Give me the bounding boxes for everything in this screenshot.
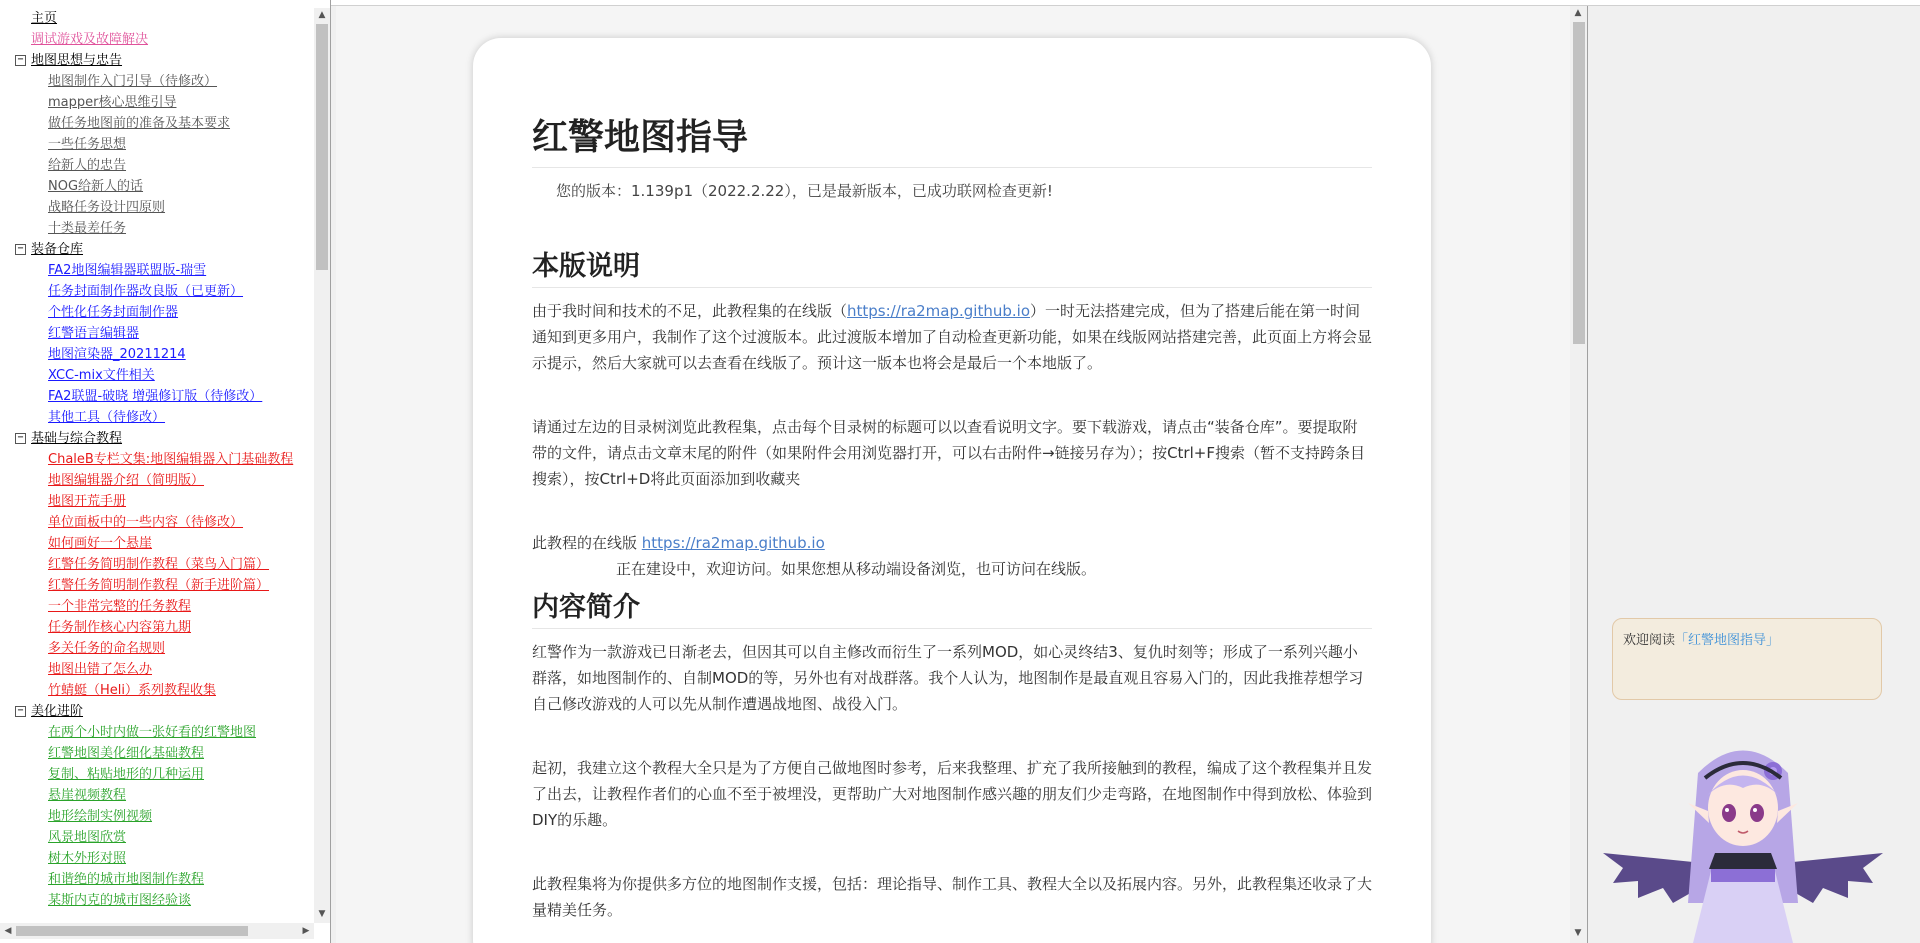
tree-folder[interactable] [0, 239, 314, 260]
tree-leaf-item[interactable]: 竹蜻蜓（Heli）系列教程收集 [48, 683, 216, 698]
paragraph-online-construction: 正在建设中，欢迎访问。如果您想从移动端设备浏览，也可访问在线版。 [616, 560, 1097, 578]
tree-leaf-item[interactable]: 红警任务简明制作教程（菜鸟入门篇） [48, 557, 270, 572]
tree-horizontal-scrollbar[interactable] [0, 923, 314, 939]
version-status: 您的版本：1.139p1（2022.2.22），已是最新版本，已成功联网检查更新! [556, 182, 1053, 200]
p1-text-end: ）一时无法搭建完成，但为了搭建后能在第一时间通知到更多用户，我制作了这个过渡版本。此过渡版本增加了自动检查更新功能，如果在线版网站搭建完善，此页面上方将会显示提示，然后大家就可以去查看在线版了。预计这一版本也将会是最后一个本地版了。 [532, 302, 1373, 372]
tree-folder[interactable] [0, 50, 314, 71]
tree-folder[interactable] [0, 428, 314, 449]
paragraph-version-notes [532, 298, 1372, 376]
paragraph-online-version [532, 530, 1372, 556]
tree-leaf-item[interactable]: 地图制作入门引导（待修改） [48, 74, 218, 89]
tree-leaf-item[interactable]: NOG给新人的话 [48, 179, 144, 194]
content-vertical-scrollbar[interactable] [1570, 6, 1587, 943]
tree-leaf-item[interactable]: 地形绘制实例视频 [48, 809, 153, 824]
tree-leaf-item[interactable]: 某斯内克的城市图经验谈 [48, 893, 192, 908]
tree-leaf-item[interactable]: 红警语言编辑器 [48, 326, 140, 341]
tree-leaf-item[interactable]: FA2地图编辑器联盟版-瑞雪 [48, 263, 207, 278]
tree-leaf-item[interactable]: 十类最差任务 [48, 221, 127, 236]
tree-leaf-item[interactable]: 和谐绝的城市地图制作教程 [48, 872, 205, 887]
welcome-prefix: 欢迎阅读 [1623, 633, 1676, 648]
tree-leaf-item[interactable]: 做任务地图前的准备及基本要求 [48, 116, 231, 131]
tree-leaf-item[interactable]: 树木外形对照 [48, 851, 127, 866]
tree-leaf-item[interactable]: 多关任务的命名规则 [48, 641, 166, 656]
tree-root-item[interactable]: 调试游戏及故障解决 [31, 32, 149, 47]
tree-leaf-item[interactable]: 地图出错了怎么办 [48, 662, 153, 677]
online-version-link-2[interactable]: https://ra2map.github.io [641, 534, 825, 552]
tree-folder-label[interactable]: 装备仓库 [31, 242, 84, 257]
p3-text-start: 此教程的在线版 [532, 534, 642, 552]
tree-scroll-up-icon[interactable]: ▲ [318, 10, 326, 20]
welcome-bubble [1612, 618, 1882, 700]
section-title-intro: 内容简介 [532, 588, 1372, 629]
tree-leaf-item[interactable]: 一个非常完整的任务教程 [48, 599, 192, 614]
tree-leaf-item[interactable]: 个性化任务封面制作器 [48, 305, 179, 320]
tree-leaf-item[interactable]: 地图渲染器_20211214 [48, 347, 186, 362]
tree-leaf-item[interactable]: 风景地图欣赏 [48, 830, 127, 845]
tree-scroll-left-icon[interactable]: ◀ [4, 926, 12, 936]
tree-pane [0, 0, 331, 943]
tree-leaf-item[interactable]: mapper核心思维引导 [48, 95, 177, 110]
tree-leaf-item[interactable]: 地图编辑器介绍（简明版） [48, 473, 205, 488]
tree-leaf-item[interactable]: 地图开荒手册 [48, 494, 127, 509]
tree-root-item[interactable]: 主页 [31, 11, 58, 26]
tree-leaf-item[interactable]: 一些任务思想 [48, 137, 127, 152]
collapse-toggle-icon[interactable]: − [15, 244, 26, 255]
collapse-toggle-icon[interactable]: − [15, 433, 26, 444]
assistant-pane [1587, 6, 1920, 943]
tree-hscroll-thumb[interactable] [16, 926, 248, 936]
tree-leaf-item[interactable]: 红警任务简明制作教程（新手进阶篇） [48, 578, 270, 593]
tree-scroll-down-icon[interactable]: ▼ [318, 909, 326, 919]
p1-text-start: 由于我时间和技术的不足，此教程集的在线版（ [532, 302, 848, 320]
tree-vertical-scrollbar[interactable] [314, 8, 330, 923]
tree-leaf-item[interactable]: 复制、粘贴地形的几种运用 [48, 767, 205, 782]
paragraph-intro-2: 起初，我建立这个教程大全只是为了方便自己做地图时参考，后来我整理、扩充了我所接触到的教程，编成了这个教程集并且发了出去，让教程作者们的心血不至于被埋没，更帮助广大对地图制作感兴趣的朋友们少走弯路，在地图制作中得到放松、体验到DIY的乐趣。 [532, 759, 1373, 829]
tree-leaf-item[interactable]: XCC-mix文件相关 [48, 368, 155, 383]
welcome-title-highlight: 「红警地图指导」 [1675, 633, 1780, 648]
content-scroll-up-icon[interactable]: ▲ [1574, 8, 1582, 18]
tree-scroll-right-icon[interactable]: ▶ [302, 926, 310, 936]
tree-leaf-item[interactable]: 如何画好一个悬崖 [48, 536, 153, 551]
paragraph-navigation-help: 请通过左边的目录树浏览此教程集，点击每个目录树的标题可以以查看说明文字。要下载游戏，请点击“装备仓库”。要提取附带的文件，请点击文章末尾的附件（如果附件会用浏览器打开，可以右击附件→链接另存为）；按Ctrl+F搜索（暂不支持跨条目搜索），按Ctrl+D将此页面添加到收藏夹 [532, 418, 1365, 488]
content-scroll-down-icon[interactable]: ▼ [1574, 928, 1582, 938]
tree-leaf-item[interactable]: ChaleB专栏文集:地图编辑器入门基础教程 [48, 452, 294, 467]
paragraph-intro-1: 红警作为一款游戏已日渐老去，但因其可以自主修改而衍生了一系列MOD，如心灵终结3、复仇时刻等；形成了一系列兴趣小群落，如地图制作的、自制MOD的等，另外也有对战群落。我个人认为，地图制作是最直观且容易入门的，因此我推荐想学习自己修改游戏的人可以先从制作遭遇战地图、战役入门。 [532, 643, 1364, 713]
tree-leaf-item[interactable]: 悬崖视频教程 [48, 788, 127, 803]
tree-leaf-item[interactable]: 任务封面制作器改良版（已更新） [48, 284, 244, 299]
tree-folder-label[interactable]: 美化进阶 [31, 704, 84, 719]
collapse-toggle-icon[interactable]: − [15, 55, 26, 66]
mascot-character-icon[interactable] [1593, 733, 1893, 943]
collapse-toggle-icon[interactable]: − [15, 706, 26, 717]
tree-leaf-item[interactable]: 红警地图美化细化基础教程 [48, 746, 205, 761]
page-title: 红警地图指导 [532, 113, 1372, 168]
tree-leaf-item[interactable]: FA2联盟-破晓 增强修订版（待修改） [48, 389, 263, 404]
tree-folder-label[interactable]: 地图思想与忠告 [31, 53, 123, 68]
tree-leaf-item[interactable]: 在两个小时内做一张好看的红警地图 [48, 725, 257, 740]
tree-leaf-item[interactable]: 其他工具（待修改） [48, 410, 166, 425]
tree-folder[interactable] [0, 701, 314, 722]
tree-leaf-item[interactable]: 单位面板中的一些内容（待修改） [48, 515, 244, 530]
tree-leaf-item[interactable]: 给新人的忠告 [48, 158, 127, 173]
content-scroll-thumb[interactable] [1573, 22, 1585, 344]
online-version-link-1[interactable]: https://ra2map.github.io [847, 302, 1030, 320]
tree-leaf-item[interactable]: 战略任务设计四原则 [48, 200, 166, 215]
tree-leaf-item[interactable]: 任务制作核心内容第九期 [48, 620, 192, 635]
paragraph-intro-3: 此教程集将为你提供多方位的地图制作支援，包括：理论指导、制作工具、教程大全以及拓展内容。另外，此教程集还收录了大量精美任务。 [532, 875, 1373, 919]
tree-view [0, 8, 314, 923]
tree-scroll-thumb[interactable] [316, 24, 328, 270]
article-content [532, 113, 1372, 923]
tree-folder-label[interactable]: 基础与综合教程 [31, 431, 123, 446]
section-title-version-notes: 本版说明 [532, 247, 1372, 288]
content-pane [336, 6, 1587, 943]
article-card [473, 38, 1431, 943]
